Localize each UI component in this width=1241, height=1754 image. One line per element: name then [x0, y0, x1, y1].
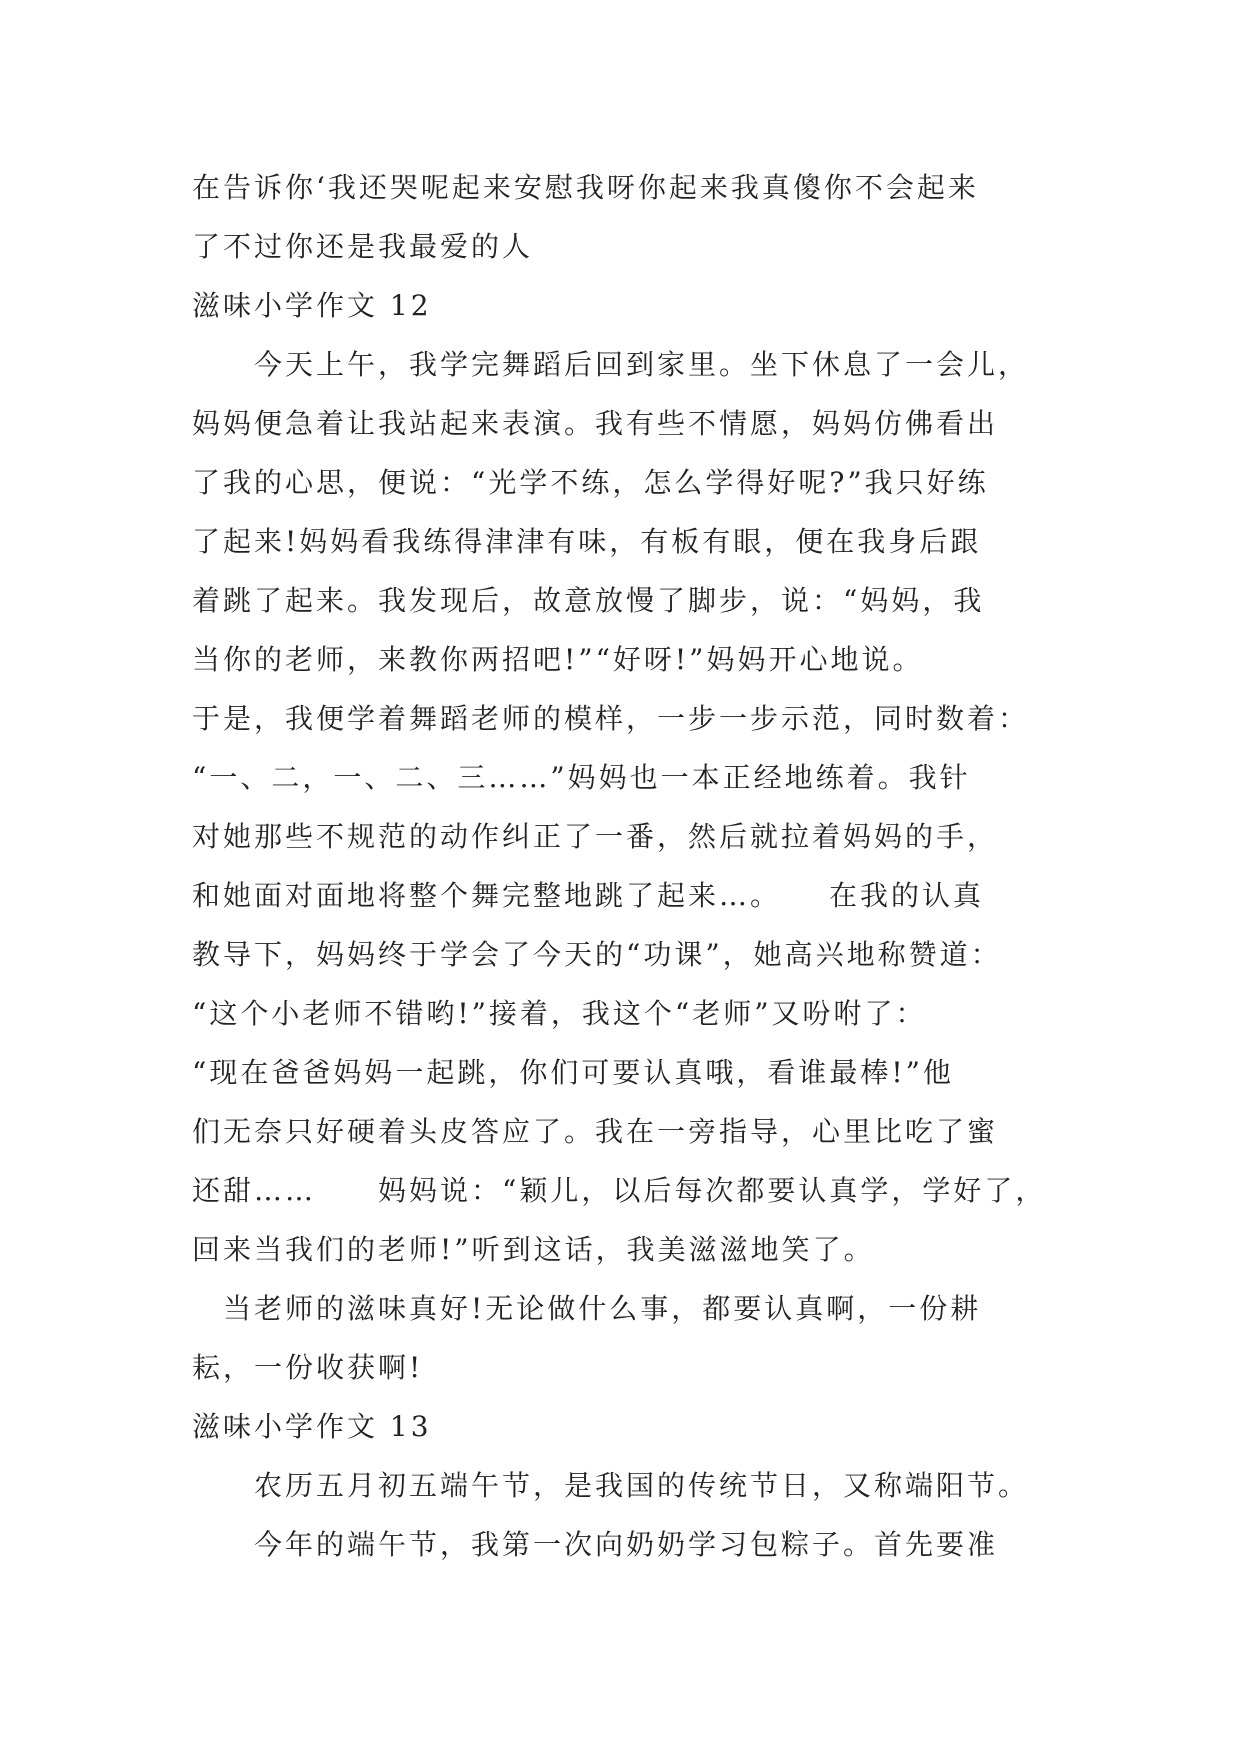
heading-text: 滋味小学作文 12 — [192, 289, 432, 322]
text-line: 了起来!妈妈看我练得津津有味，有板有眼，便在我身后跟 — [192, 525, 982, 558]
section-heading-12 — [192, 276, 1072, 335]
text-line: 了不过你还是我最爱的人 — [192, 230, 534, 263]
paragraph-essay-12 — [192, 335, 1072, 1279]
text-line: “一、二，一、二、三……”妈妈也一本正经地练着。我针 — [192, 761, 971, 794]
document-body — [192, 158, 1072, 1574]
paragraph-conclusion-12 — [192, 1279, 1072, 1397]
text-line: 回来当我们的老师!”听到这话，我美滋滋地笑了。 — [192, 1233, 875, 1266]
text-line: “现在爸爸妈妈一起跳，你们可要认真哦，看谁最棒!”他 — [192, 1056, 954, 1089]
text-line: 了我的心思，便说：“光学不练，怎么学得好呢?”我只好练 — [192, 466, 989, 499]
heading-text: 滋味小学作文 13 — [192, 1410, 432, 1443]
text-line: 在告诉你‘我还哭呢起来安慰我呀你起来我真傻你不会起来 — [192, 171, 979, 204]
text-line: 还甜…… 妈妈说：“颖儿，以后每次都要认真学，学好了， — [192, 1174, 1047, 1207]
paragraph-continuation — [192, 158, 1072, 276]
section-heading-13 — [192, 1397, 1072, 1456]
text-line: 农历五月初五端午节，是我国的传统节日，又称端阳节。 — [192, 1469, 1030, 1502]
text-line: 对她那些不规范的动作纠正了一番，然后就拉着妈妈的手， — [192, 820, 999, 853]
paragraph-essay-13 — [192, 1456, 1072, 1574]
text-line: 耘，一份收获啊! — [192, 1351, 424, 1384]
text-line: 和她面对面地将整个舞完整地跳了起来…。 在我的认真 — [192, 879, 985, 912]
text-line: 教导下，妈妈终于学会了今天的“功课”，她高兴地称赞道： — [192, 938, 1002, 971]
text-line: 今年的端午节，我第一次向奶奶学习包粽子。首先要准 — [192, 1528, 999, 1561]
text-line: “这个小老师不错哟!”接着，我这个“老师”又吩咐了： — [192, 997, 927, 1030]
text-line: 当老师的滋味真好!无论做什么事，都要认真啊，一份耕 — [192, 1292, 982, 1325]
text-line: 于是，我便学着舞蹈老师的模样，一步一步示范，同时数着： — [192, 702, 1030, 735]
text-line: 着跳了起来。我发现后，故意放慢了脚步，说：“妈妈，我 — [192, 584, 985, 617]
text-line: 妈妈便急着让我站起来表演。我有些不情愿，妈妈仿佛看出 — [192, 407, 999, 440]
text-line: 当你的老师，来教你两招吧!”“好呀!”妈妈开心地说。 — [192, 643, 924, 676]
text-line: 今天上午，我学完舞蹈后回到家里。坐下休息了一会儿， — [192, 348, 1030, 381]
text-line: 们无奈只好硬着头皮答应了。我在一旁指导，心里比吃了蜜 — [192, 1115, 999, 1148]
